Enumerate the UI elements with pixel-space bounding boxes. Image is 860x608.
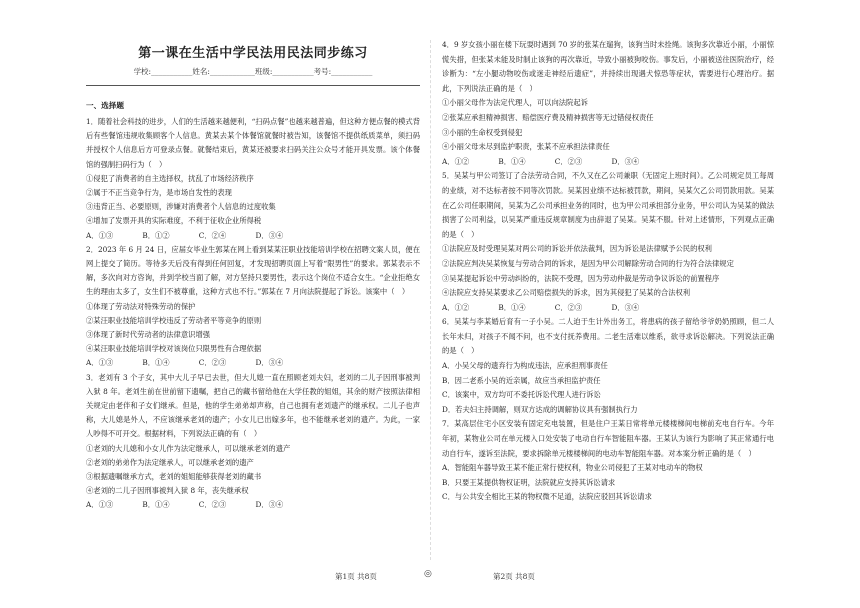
answer-option: D．若夫妇主持调解，则双方达成的调解协议具有强制执行力 bbox=[442, 404, 638, 414]
statement-option: ②法院应判决吴某恢复与劳动合同的诉求，是因为甲公司解除劳动合同的行为符合法律规定 bbox=[442, 258, 734, 268]
statement-option: ③违背正当、必要原则，涉嫌对消费者个人信息的过度收集 bbox=[86, 202, 276, 212]
question-stem: 7．某高层住宅小区安装有固定充电装置，但是住户王某日常将单元楼楼梯间电梯前充电自行车。今年年初，某物业公司在单元楼入口处安装了电动自行车智能阻车器。王某认为该行为影响了其正常通行电动自行车，遂诉至法院，要求拆除单元楼楼梯间的电动车智能阻车器。对本案分析正确的是（ ） bbox=[442, 419, 774, 458]
question-stem: 4．9 岁女孩小丽在楼下玩耍时遇到 70 岁的张某在遛狗，该狗当时未拴绳。该狗多次靠近小丽，小丽惊慌失措，但张某未能及时制止该狗的再次靠近，导致小丽被狗咬伤。事发后，小丽被送往医院治疗，经诊断为：“左小腿动物咬伤或迷走神经后遗症”，并持续出现遇犬惊恐等症状，需要进行心理治疗。据此，下列说法正确的是（ ） bbox=[442, 40, 774, 93]
header-divider bbox=[86, 85, 420, 86]
question-5 bbox=[442, 169, 774, 315]
statement-option: ①法院应及时受理吴某对两公司的诉讼并依法裁判，因为诉讼是法律赋予公民的权利 bbox=[442, 244, 712, 254]
page-title: 第一课在生活中学民法用民法同步练习 bbox=[138, 46, 368, 61]
statement-option: ①老刘的大儿媳和小女儿作为法定继承人，可以继承老刘的遗产 bbox=[86, 443, 291, 453]
answer-option: B．因二老系小吴的近亲属，故应当承担监护责任 bbox=[442, 375, 601, 385]
page-number-left: 第1页 共8页 bbox=[335, 572, 377, 581]
question-2 bbox=[86, 243, 420, 371]
answer-option: C．与公共安全相比王某的物权微不足道，法院应驳回其诉讼请求 bbox=[442, 492, 652, 502]
question-1 bbox=[86, 115, 420, 243]
statement-option: ②属于不正当竞争行为，是市场自发性的表现 bbox=[86, 188, 232, 198]
statement-option: ②某汪职业技能培训学校违反了劳动者平等竞争的原则 bbox=[86, 315, 262, 325]
answer-choices: A．①③ B．①④ C．②③ D．③④ bbox=[86, 358, 284, 368]
question-stem: 5．吴某与甲公司签订了合法劳动合同，不久又在乙公司兼职（无固定上班时间）。乙公司规定员工每周的业绩，对不达标者按不同等次罚款。吴某因业绩不达标被罚款，期间，吴某欠乙公司罚款用款。吴某在乙公司任职期间，吴某为乙公司承担业务的同时，也为甲公司承担部分业务，甲公司认为吴某的做法损害了公司利益，以吴某严重违反规章制度为由辞退了吴某。吴某不服。针对上述情形，下列观点正确的是（ ） bbox=[442, 171, 774, 239]
answer-option: B．只要王某提供物权证明，法院就应支持其诉讼请求 bbox=[442, 477, 616, 487]
question-7 bbox=[442, 417, 774, 505]
statement-option: ③吴某提起诉讼中劳动纠纷的，法院不受理，因为劳动仲裁是劳动争议诉讼的前置程序 bbox=[442, 273, 720, 283]
answer-choices: A．①③ B．①② C．②④ D．③④ bbox=[86, 230, 284, 240]
question-6 bbox=[442, 315, 774, 417]
answer-choices: A．①② B．①④ C．②③ D．③④ bbox=[442, 302, 640, 312]
statement-option: ④老刘的二儿子因刑事被判入狱 8 年，丧失继承权 bbox=[86, 486, 249, 496]
statement-option: ①体现了劳动法对特殊劳动的保护 bbox=[86, 301, 196, 311]
statement-option: ④某汪职业技能培训学校对该岗位只限男性有合理依据 bbox=[86, 344, 262, 354]
question-4 bbox=[442, 38, 774, 169]
statement-option: ④法院应支持吴某要求乙公司赔偿损失的诉求，因为其侵犯了吴某的合法权利 bbox=[442, 288, 691, 298]
right-page bbox=[430, 0, 860, 608]
statement-option: ①小丽父母作为法定代理人，可以向法院起诉 bbox=[442, 98, 588, 108]
question-stem: 6．吴某与李某婚后育有一子小吴。二人迫于生计外出务工，将患病的孩子留给爷爷奶奶照顾，但二人长年未归，对孩子不闻不问，也不支付抚养费用。二老生活难以维系，欲寻求诉讼解决。下列说法正确的是（ ） bbox=[442, 317, 774, 356]
answer-choices: A．①③ B．①④ C．②③ D．③④ bbox=[86, 500, 284, 510]
statement-option: ④增加了发票开具的实际难度，不利于征收企业所得税 bbox=[86, 216, 262, 226]
question-stem: 2．2023 年 6 月 24 日，应届女毕业生郭某在网上看到某某汪职业技能培训学校在招聘文案人员，便在网上提交了简历。等待多天后没有得到任何回复，才发现招聘页面上写着“限男性”的要求。郭某表示不解，多次向对方咨询，并到学校当面了解，对方坚持只要男性，表示这个岗位不适合女生。“企业拒绝女生的理由太多了，女生们不被尊重，这种方式也不行。”郭某在 7 月向法院提起了诉讼。该案中（ ） bbox=[86, 244, 420, 297]
question-3 bbox=[86, 371, 420, 513]
statement-option: ①侵犯了消费者的自主选择权，扰乱了市场经济秩序 bbox=[86, 173, 254, 183]
page-number-right: 第2页 共8页 bbox=[493, 572, 535, 581]
statement-option: ③体现了新时代劳动者的法律意识增强 bbox=[86, 330, 211, 340]
question-stem: 3．老刘有 3 个子女，其中大儿子早已去世，但大儿媳一直在照顾老刘夫妇，老刘的二儿子因刑事被判入狱 8 年。老刘生前在世前留下遗嘱，把自己的藏书留给他在大学任教的姐姐，其余的财产按照法律相关规定由老伴和子女们继承。但是，他的学生弟弟却声称，自己也拥有老刘遗产的继承权。二儿子也声称，大儿媳是外人，不应该继承老刘的遗产；小女儿已出嫁多年，也不能继承老刘的遗产。为此，一家人吵得不可开交。根据材料，下列说法正确的有（ ） bbox=[86, 372, 420, 439]
statement-option: ③根据遗嘱继承方式，老刘的姐姐能够获得老刘的藏书 bbox=[86, 472, 262, 482]
section-heading: 一、选择题 bbox=[86, 101, 124, 110]
page-center-mark-icon: ◎ bbox=[424, 569, 432, 579]
answer-option: C．该案中，双方均可不委托诉讼代理人进行诉讼 bbox=[442, 390, 601, 400]
answer-option: A．智能阻车器导致王某不能正常行使权利，物业公司侵犯了王某对电动车的物权 bbox=[442, 463, 703, 473]
statement-option: ②老刘的弟弟作为法定继承人，可以继承老刘的遗产 bbox=[86, 457, 254, 467]
statement-option: ③小丽的生命权受到侵犯 bbox=[442, 127, 523, 137]
statement-option: ②张某应承担精神损害、赔偿医疗费及精神损害等无过错侵权责任 bbox=[442, 112, 654, 122]
statement-option: ④小丽父母未尽到监护职责，张某不应承担法律责任 bbox=[442, 142, 610, 152]
question-stem: 1．随着社会科技的进步，人们的生活越来越便利，“扫码点餐”也越来越普遍，但这种方便点餐的模式背后有些餐馆违规收集顾客个人信息。黄某去某个体餐馆就餐时被告知，该餐馆不提供纸质菜单，须扫码并授权个人信息后方可登录点餐。就餐结束后，黄某还被要求扫码关注公众号才能开具发票。该个体餐馆的强制扫码行为（ ） bbox=[86, 117, 420, 169]
answer-choices: A．①② B．①④ C．②③ D．③④ bbox=[442, 156, 640, 166]
student-info-line: 学校:___________姓名:____________班级:___________考号:___________ bbox=[133, 67, 373, 76]
answer-option: A．小吴父母的遗弃行为构成违法，应承担刑事责任 bbox=[442, 361, 608, 371]
